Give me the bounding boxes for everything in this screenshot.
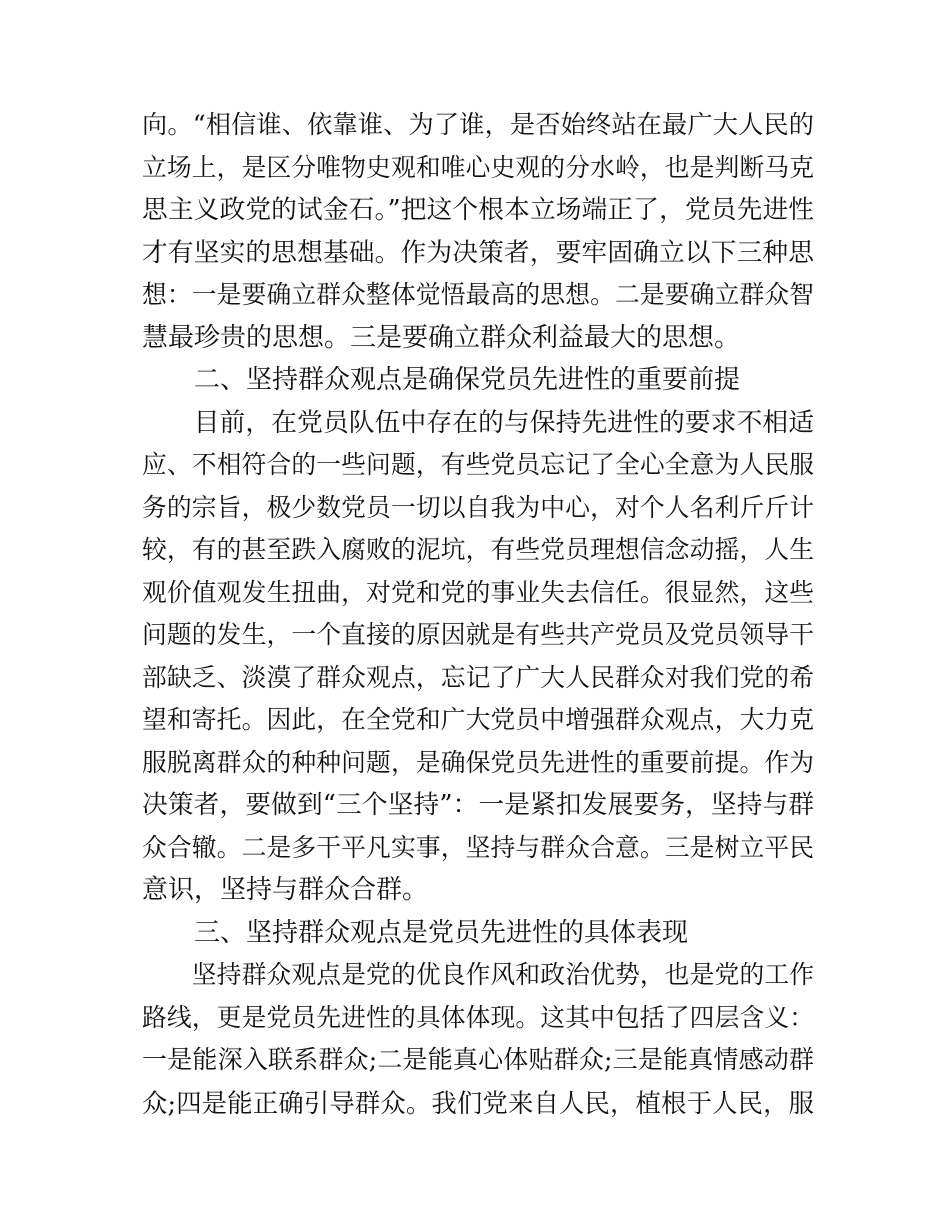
text-line: 一是能深入联系群众;二是能真心体贴群众;三是能真情感动群 [142,1045,814,1074]
text-line: 才有坚实的思想基础。作为决策者，要牢固确立以下三种思 [142,237,814,268]
text-line: 坚持群众观点是党的优良作风和政治优势，也是党的工作 [142,960,814,989]
text-line: 望和寄托。因此，在全党和广大党员中增强群众观点，大力克 [142,705,814,734]
text-line: 众合辙。二是多干平凡实事，坚持与群众合意。三是树立平民 [142,832,814,862]
text-line: 路线，更是党员先进性的具体体现。这其中包括了四层含义： [142,1002,814,1032]
text-line: 意识，坚持与群众合群。 [142,875,429,905]
text-line: 务的宗旨，极少数党员一切以自我为中心，对个人名利斤斤计 [142,492,814,522]
section-heading: 三、坚持群众观点是党员先进性的具体表现 [142,917,689,948]
text-line: 部缺乏、淡漠了群众观点，忘记了广大人民群众对我们党的希 [142,662,814,692]
text-line: 应、不相符合的一些问题，有些党员忘记了全心全意为人民服 [142,450,814,479]
text-line: 问题的发生，一个直接的原因就是有些共产党员及党员领导干 [142,620,814,649]
text-line: 立场上，是区分唯物史观和唯心史观的分水岭，也是判断马克 [142,152,814,182]
text-line: 决策者，要做到“三个坚持”：一是紧扣发展要务，坚持与群 [142,790,814,820]
text-line: 慧最珍贵的思想。三是要确立群众利益最大的思想。 [142,322,741,353]
section-heading: 二、坚持群众观点是确保党员先进性的重要前提 [142,365,741,395]
text-line: 目前，在党员队伍中存在的与保持先进性的要求不相适 [142,407,814,438]
text-line: 想：一是要确立群众整体觉悟最高的思想。二是要确立群众智 [142,280,814,309]
text-line: 向。“相信谁、依靠谁、为了谁，是否始终站在最广大人民的 [142,110,814,139]
text-line: 服脱离群众的种种问题，是确保党员先进性的重要前提。作为 [142,747,814,777]
text-line: 众;四是能正确引导群众。我们党来自人民，植根于人民，服 [142,1087,814,1118]
text-line: 较，有的甚至跌入腐败的泥坑，有些党员理想信念动摇，人生 [142,535,814,564]
text-line: 思主义政党的试金石。”把这个根本立场端正了，党员先进性 [142,195,814,225]
document-body [142,104,814,1124]
text-line: 观价值观发生扭曲，对党和党的事业失去信任。很显然，这些 [142,577,814,607]
